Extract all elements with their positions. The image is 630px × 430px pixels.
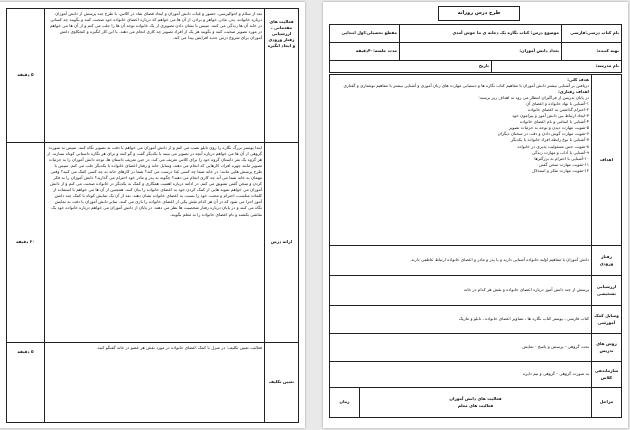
row-time: ۳۰ دقیقه [7, 143, 45, 343]
row-text: ابتدا پوستر بزرگ نگاره را روی تابلو نصب می کنم و از دانش آموزان می خواهم با دقت به تصویر نگاه کنند. سپس به صورت گروهی از آن ها می خواهم درباره آنچه در تصویر می بینند با یکدیگر گفت و گو کنند و برای هر نگاره داستانی کوتاه بسازند. از هر گروه یک نفر داستان گروه خود را برای کلاس تعریف می کند. در حین تعریف داستان ها، توجه دانش آموزان را به جزئیات تصویر مانند چهره افراد، کارهایی که انجام می دهند، وسایل خانه و رفتار اعضای خانواده با یکدیگر جلب می کنم. سپس با طرح پرسش هایی مانند: در خانه شما چه کسی غذا درست می کند؟ شما در کارهای خانه به چه کسی کمک می کنید؟ وقتی مهمان به خانه شما می آید چه کاری انجام می دهید؟ چگونه به پدر و مادر خود احترام می گذارید؟ دانش آموزان را به فکر کردن و سخن گفتن تشویق می کنم. در ادامه درباره اهمیت همکاری و کمک به یکدیگر در خانواده صحبت می کنم و از دانش آموزان می خواهم نمونه هایی از کمک کردن خود به اعضای خانواده را بیان کنند. همچنین از آن ها می خواهم با استفاده از کلمات مناسب، احترام و محبت خود را نسبت به اعضای خانواده نشان دهند. بعد از آن یک نمایش کوتاه با کمک چند دانش آموز اجرا می شود که در آن هر کدام نقش یکی از اعضای خانواده را بازی می کنند. سایر دانش آموزان با دقت به نمایش نگاه می کنند و در پایان درباره رفتار شخصیت ها نظر می دهند. در پایان از دانش آموزان می خواهم درباره خانواده خود یک نقاشی بکشند و نام اعضای خانواده را به معلم بگویند. [45, 143, 265, 343]
table-row [7, 9, 299, 143]
table-row [7, 343, 299, 423]
goal-item: ۵-تقویت مهارت دیدن و توجه به جزئیات تصویر [508, 125, 589, 131]
goal-item: ۶-تقویت مهارت گوش دادن و دقت در سخنان دیگران [497, 131, 589, 137]
general-goal-text: دریافتن بر آشنایی بیشتر دانش آموزان با مفاهیم کتاب نگاره ها و دستیابی مهارت های زبان آموزی و آشنایی بیشتر با مفاهیم نوشتاری و گفتاری [343, 82, 589, 88]
row-stage: ارائه درس [265, 143, 299, 343]
goals-content [330, 75, 592, 246]
stages-label: مراحل [592, 388, 622, 418]
goal-item: ۷-آشنایی با نوع رابطه افراد خانواده با یکدیگر [510, 137, 589, 143]
grade-label: مقطع تحصیلی:اول ابتدایی [330, 25, 400, 43]
activities-header-cell [360, 388, 592, 418]
goal-item: ۱۰-آشنایی با احترام به بزرگترها [534, 155, 589, 161]
page-title: طرح درس روزانه [438, 6, 520, 21]
entry-behavior-label: رفتار ورودی [592, 246, 622, 276]
row-stage: تعیین تکلیف [265, 343, 299, 423]
general-goal-title: هدف کلی: [567, 76, 589, 82]
goals-row [330, 75, 622, 246]
methods-text: بحث گروهی - پرسش و پاسخ - نمایش [330, 334, 592, 362]
activities-header-row [330, 388, 622, 418]
book-label: نام کتاب درسی:فارسی [562, 25, 622, 43]
preassessment-row [330, 276, 622, 306]
goal-item: ۱-آشنایی با نهاد خانواده و اعضای آن [526, 100, 589, 106]
goal-item: ۹-آشنایی با آداب و مهارت زندگی [531, 149, 589, 155]
materials-text: کتاب فارسی ، پوستر کتاب نگاره ها ، تصاویر اعضای خانواده ، تابلو و ماژیک [330, 306, 592, 334]
duration-label: مدت جلسه:۴۰دقیقه [330, 43, 400, 61]
class-org-row [330, 362, 622, 388]
row-stage: فعالیت های مقدماتی ، ارزشیابی رفتار ورودی و ایجاد انگیزه [265, 9, 299, 143]
preassessment-text: پرسش از چند دانش آموز درباره اعضای خانواده و نقش هر کدام در خانه [330, 276, 592, 306]
goals-label: اهداف [592, 75, 622, 246]
row-time: ۵ دقیقه [7, 9, 45, 143]
methods-label: روش های تدریس [592, 334, 622, 362]
activities-table [6, 8, 299, 423]
entry-behavior-text: دانش آموزان با مفاهیم اولیه خانواده آشنایی دارند و با پدر و مادر و اعضای خانواده ارتباط عاطفی دارند. [330, 246, 592, 276]
methods-row [330, 334, 622, 362]
table-row [7, 143, 299, 343]
students-label: تعداد دانش آموزان: [400, 43, 562, 61]
header-table [329, 24, 622, 73]
lesson-plan-page-2 [0, 2, 305, 428]
goal-item: ۲-احترام گذاشتن به اعضای خانواده [527, 106, 589, 112]
time-header: زمان [330, 388, 360, 418]
behavioral-goals-title: اهداف رفتاری: [558, 88, 589, 94]
row-time: ۵ دقیقه [7, 343, 45, 423]
entry-behavior-row [330, 246, 622, 276]
row-text: بعد از سلام و احوالپرسی، حضور و غیاب دانش آموزان و ایجاد فضای شاد در کلاس، با طرح چند پرسش از دانش آموزان درباره خانواده، پدر، مادر، خواهر و برادر، از آن ها می خواهم که درباره اعضای خانواده خود صحبت کنند و بگویند چه کسانی در خانه آن ها زندگی می کنند. سپس با نشان دادن تصویری از یک خانواده توجه آن ها را جلب می کنم و از آن ها می خواهم در مورد تصویر صحبت کنند و بگویند هر یک از افراد تصویر چه کاری انجام می دهند. با این کار انگیزه و کنجکاوی دانش آموزان برای شروع درس جدید افزایش پیدا می کند. [45, 9, 265, 143]
class-org-label: سازماندهی کلاس [592, 362, 622, 388]
row-text: فعالیت تعیین تکلیف: در منزل با کمک اعضای خانواده در مورد نقش هر عضو در خانه گفتگو کنید. [45, 343, 265, 423]
students-activities-header: فعالیت های دانش آموزان [449, 396, 502, 402]
main-table [329, 74, 622, 418]
materials-label: وسایل کمک آموزشی [592, 306, 622, 334]
teacher-activities-header: فعالیت های معلم [457, 402, 494, 408]
goal-item: ۴-آشنایی با اسامی و نام اعضای خانواده [519, 119, 589, 125]
date-label: تاریخ [330, 61, 492, 73]
topic-label: موضوع درس: کتاب نگاره یک دخانه ی ما خوش آمدی [400, 25, 562, 43]
goal-item: ۳-ایجاد ارتباط بین دانش آموز و پیرامون خود [512, 113, 589, 119]
school-label: نام مدرسه: [492, 61, 622, 73]
preparer-label: تهیه کننده: [562, 43, 622, 61]
goal-item: ۱۲-تقویت مهارت تفکر و استدلال [532, 167, 589, 173]
lesson-plan-page-1 [323, 2, 628, 428]
class-org-text: به صورت گروهی - گروهی و نیم دایره [330, 362, 592, 388]
behavioral-goals-intro: در پایان تدریس از فراگیران انتظار می رود به اهداف زیر برسند: [478, 94, 589, 100]
goal-item: ۸-تقویت حس مسئولیت پذیری در خانواده [517, 143, 589, 149]
materials-row [330, 306, 622, 334]
preassessment-label: ارزشیابی تشخیصی [592, 276, 622, 306]
goal-item: ۱۱-تقویت مهارت سخن گفتن [538, 161, 589, 167]
